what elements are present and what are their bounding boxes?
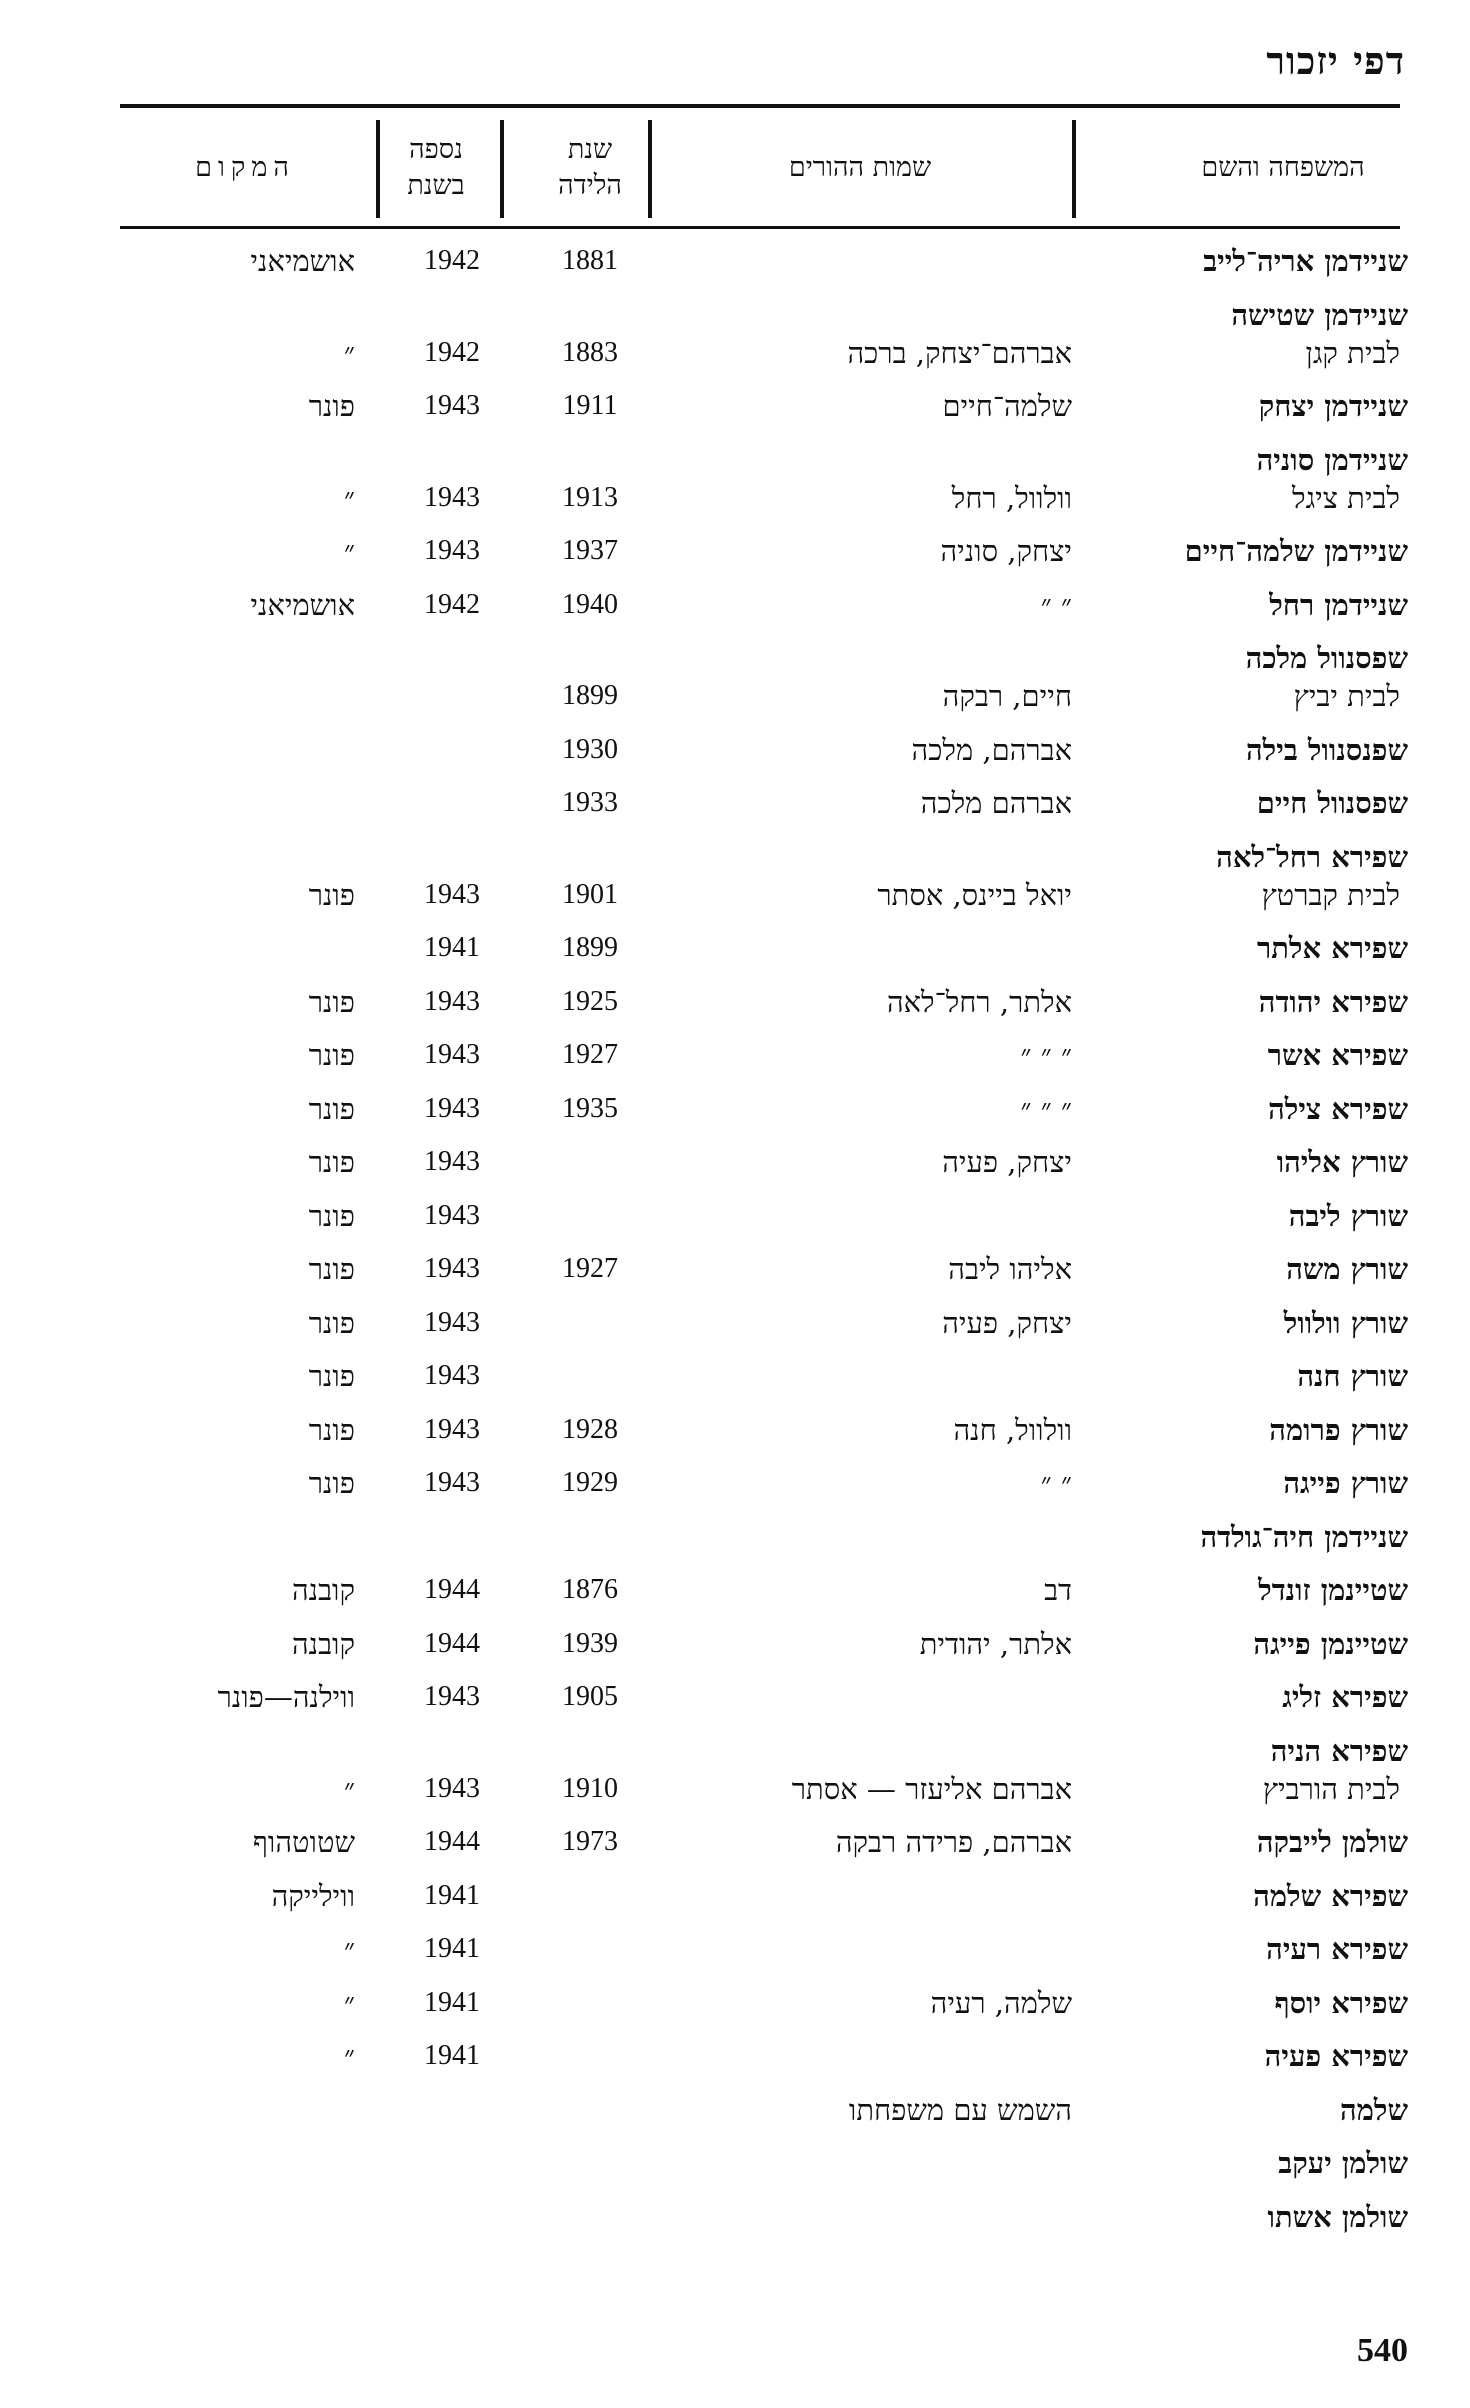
entry-name: שורץ פרומה [1269, 1412, 1408, 1447]
entry-death-year: 1943 [424, 1092, 480, 1124]
entry-death-year [408, 727, 496, 773]
entry-row [0, 780, 1470, 826]
entry-death-year: 1943 [424, 1681, 480, 1712]
header-rule [120, 226, 1400, 229]
entry-parents: אברהם, מלכה [911, 732, 1072, 767]
entry-death-year: 1944 [424, 1574, 480, 1605]
entry-birth-year: 1973 [562, 1826, 618, 1857]
entry-name: שורץ אליהו [1276, 1145, 1408, 1179]
entry-birth-year: 1881 [562, 245, 618, 276]
entry-death-year: 1943 [424, 1039, 480, 1070]
entry-row [0, 1674, 1470, 1720]
entry-name: שפירא זליג [1282, 1680, 1408, 1714]
entry-row [0, 635, 1470, 713]
entry-parents: אברהם, פרידה רבקה [835, 1825, 1072, 1859]
entry-row [0, 1353, 1470, 1399]
entry-place: פונר [308, 877, 355, 912]
entry-row [0, 1300, 1470, 1346]
entry-maiden-name: לבית יביץ [1293, 679, 1400, 713]
entry-birth-year [548, 1353, 632, 1399]
entry-name: שפירא אלתר [1257, 931, 1408, 965]
entry-place: פונר [308, 1091, 355, 1126]
entry-row [0, 1728, 1470, 1806]
entry-place: קובנה [291, 1626, 355, 1661]
entry-death-year [408, 780, 496, 826]
entry-name: שטיינמן זונדל [1258, 1573, 1408, 1607]
entry-death-year: 1941 [424, 2040, 480, 2071]
entry-death-year: 1942 [424, 588, 480, 620]
entry-death-year [408, 2194, 496, 2240]
entry-death-year: 1941 [424, 1879, 480, 1911]
entry-name: שטיינמן פייגה [1253, 1626, 1408, 1661]
header-death-year [380, 118, 492, 218]
entry-death-year: 1943 [424, 535, 480, 566]
entry-parents: אברהם מלכה [920, 786, 1072, 820]
entry-maiden-name: לבית ציגל [1292, 480, 1400, 515]
entry-death-year: 1943 [424, 1360, 480, 1391]
entry-parents: אלתר, רחל־לאה [886, 984, 1072, 1019]
entry-parents: ״ ״ [1040, 1466, 1072, 1500]
entry-parents: דב [1044, 1573, 1072, 1607]
entry-name: שפירא רחל־לאה [1216, 839, 1408, 874]
entry-name: שניידמן סוניה [1256, 442, 1408, 477]
entry-name: שולמן לייבקה [1256, 1825, 1408, 1859]
entry-birth-year: 1905 [562, 1681, 618, 1712]
entry-death-year [408, 673, 496, 719]
entry-death-year: 1943 [424, 1467, 480, 1498]
entry-death-year [408, 2087, 496, 2133]
entry-row [0, 238, 1470, 284]
entry-row [0, 1819, 1470, 1865]
entry-birth-year: 1928 [562, 1413, 618, 1445]
top-rule [120, 104, 1400, 108]
header-birth-year [540, 118, 640, 218]
entry-name: שפירא יוסף [1274, 1985, 1408, 2020]
entry-death-year: 1943 [424, 481, 480, 513]
entry-name: שפירא שלמה [1253, 1878, 1408, 1913]
entry-row [0, 2194, 1470, 2240]
header-death-line1: נספה [409, 134, 463, 165]
entry-birth-year: 1910 [562, 1772, 618, 1804]
running-title: דפי יזכור [1266, 38, 1405, 83]
entry-row [0, 1246, 1470, 1292]
entry-row [0, 1621, 1470, 1667]
entry-name: שפירא רעיה [1266, 1932, 1408, 1966]
entry-name: שניידמן שטישה [1231, 297, 1408, 332]
entry-parents: יצחק, פעיה [942, 1305, 1072, 1340]
header-death-line2: בשנת [407, 170, 465, 201]
entry-place: פונר [308, 1038, 355, 1072]
entry-row [0, 1514, 1470, 1560]
entry-birth-year: 1925 [562, 985, 618, 1017]
entry-name: שורץ ליבה [1288, 1198, 1408, 1233]
entry-name: שניידמן יצחק [1258, 389, 1408, 423]
entry-parents: ״ ״ ״ [1020, 1038, 1072, 1072]
entry-birth-year [548, 1193, 632, 1239]
entry-death-year [408, 2140, 496, 2186]
header-divider [500, 120, 504, 218]
entry-row [0, 834, 1470, 912]
entry-parents: שלמה, רעיה [930, 1985, 1072, 2020]
entry-row [0, 979, 1470, 1025]
entry-row [0, 727, 1470, 773]
entry-row [0, 1193, 1470, 1239]
entry-birth-year [548, 1873, 632, 1919]
entry-birth-year: 1939 [562, 1627, 618, 1659]
entry-row [0, 383, 1470, 429]
entry-birth-year [548, 1139, 632, 1185]
entry-place: ״ [343, 335, 355, 370]
entry-row [0, 1032, 1470, 1078]
entry-birth-year [548, 1980, 632, 2026]
entry-name: שניידמן אריה־לייב [1203, 244, 1408, 278]
entry-place: פונר [308, 1359, 355, 1393]
entry-place: ווילנה—פונר [217, 1680, 355, 1714]
entry-birth-year [548, 2087, 632, 2133]
entry-parents: חיים, רבקה [942, 679, 1072, 713]
entry-row [0, 582, 1470, 628]
entry-parents: אלתר, יהודית [919, 1626, 1072, 1661]
entry-birth-year [548, 2033, 632, 2079]
entry-birth-year: 1935 [562, 1092, 618, 1124]
entry-row [0, 528, 1470, 574]
entry-row [0, 1980, 1470, 2026]
entry-name: שורץ חנה [1297, 1359, 1408, 1393]
entry-place: ״ [343, 1771, 355, 1806]
entry-name: שפירא אשר [1267, 1038, 1408, 1072]
entry-place: פונר [308, 389, 355, 423]
entry-place: ״ [343, 1932, 355, 1966]
header-divider [1072, 120, 1076, 218]
entry-place: פונר [308, 1412, 355, 1447]
entry-place: ״ [343, 1985, 355, 2020]
entry-row [0, 2033, 1470, 2079]
entry-row [0, 1407, 1470, 1453]
entry-birth-year: 1929 [562, 1467, 618, 1498]
header-divider [648, 120, 652, 218]
header-name: המשפחה והשם [1201, 152, 1365, 183]
entry-place: פונר [308, 1305, 355, 1340]
entry-death-year: 1943 [424, 985, 480, 1017]
entry-row [0, 1460, 1470, 1506]
entry-parents: אברהם אליעזר — אסתר [791, 1771, 1072, 1806]
entry-death-year: 1941 [424, 932, 480, 963]
entry-birth-year: 1901 [562, 878, 618, 910]
entry-birth-year [548, 2140, 632, 2186]
entry-birth-year: 1911 [562, 390, 618, 421]
entry-row [0, 1926, 1470, 1972]
entry-death-year: 1942 [424, 245, 480, 276]
entry-parents: שלמה־חיים [942, 389, 1072, 423]
entry-name: שולמן יעקב [1278, 2146, 1408, 2180]
entry-name: שפירא יהודה [1258, 984, 1408, 1019]
entry-name: שניידמן חיה־גולדה [1200, 1519, 1408, 1554]
entry-place: ״ [343, 2039, 355, 2073]
entry-birth-year: 1927 [562, 1039, 618, 1070]
entry-death-year: 1943 [424, 1146, 480, 1177]
entry-place: פונר [308, 1145, 355, 1179]
entry-row [0, 925, 1470, 971]
entry-name: שפסנוול מלכה [1245, 641, 1408, 675]
entry-place: שטוטהוף [252, 1825, 355, 1859]
entry-death-year: 1941 [424, 1986, 480, 2018]
entry-name: שורץ פייגה [1283, 1466, 1408, 1500]
entry-place: ״ [343, 480, 355, 515]
entry-place: פונר [308, 1198, 355, 1233]
entry-name: שורץ משה [1286, 1252, 1408, 1286]
entry-place: פונר [308, 1252, 355, 1286]
entry-place: פונר [308, 984, 355, 1019]
entry-death-year: 1941 [424, 1933, 480, 1964]
entry-maiden-name: לבית הורביץ [1262, 1771, 1400, 1806]
entry-birth-year: 1913 [562, 481, 618, 513]
entry-name: שורץ וולוול [1283, 1305, 1408, 1340]
entry-name: שפירא הניה [1270, 1733, 1408, 1768]
entry-place: אושמיאני [250, 244, 355, 278]
entry-place: פונר [308, 1466, 355, 1500]
entry-row [0, 1567, 1470, 1613]
entry-parents: ״ ״ ״ [1020, 1091, 1072, 1126]
entry-maiden-name: לבית קברטץ [1261, 877, 1400, 912]
entry-death-year: 1943 [424, 878, 480, 910]
entry-death-year: 1943 [424, 1413, 480, 1445]
entry-birth-year [548, 1300, 632, 1346]
entry-birth-year: 1933 [562, 787, 618, 818]
entry-birth-year: 1940 [562, 588, 618, 620]
entry-death-year: 1943 [424, 1306, 480, 1338]
entry-name: שלמה [1340, 2092, 1408, 2127]
header-parents: שמות ההורים [788, 152, 932, 183]
page-number: 540 [1357, 2332, 1408, 2369]
entry-parents: יצחק, סוניה [940, 534, 1072, 568]
entry-death-year: 1943 [424, 1772, 480, 1804]
entry-death-year: 1942 [424, 336, 480, 368]
entry-birth-year: 1927 [562, 1253, 618, 1284]
entry-parents: וולוול, חנה [953, 1412, 1072, 1447]
entry-birth-year [548, 1926, 632, 1972]
entry-death-year: 1944 [424, 1826, 480, 1857]
header-birth-line2: הלידה [558, 170, 622, 201]
entry-birth-year [548, 2194, 632, 2240]
entry-maiden-name: לבית קגן [1305, 335, 1400, 370]
entry-row [0, 1086, 1470, 1132]
entry-name: שניידמן רחל [1269, 587, 1408, 622]
entry-parents: יואל ביינס, אסתר [877, 877, 1072, 912]
header-place: המקום [195, 152, 295, 183]
entry-parents: וולוול, רחל [951, 480, 1072, 515]
entry-birth-year: 1899 [562, 680, 618, 711]
entry-name: שולמן אשתו [1267, 2199, 1408, 2234]
entry-parents: אברהם־יצחק, ברכה [847, 335, 1072, 370]
entry-name: שפסנוול חיים [1256, 786, 1408, 820]
entry-name: שפנסנוול בילה [1246, 732, 1408, 767]
entry-death-year: 1943 [424, 1253, 480, 1284]
entry-birth-year: 1899 [562, 932, 618, 963]
entry-place: ״ [343, 534, 355, 568]
entry-row [0, 1139, 1470, 1185]
header-birth-line1: שנת [567, 134, 613, 165]
entry-death-year [408, 1514, 496, 1560]
entry-place: אושמיאני [250, 587, 355, 622]
entry-name: שניידמן שלמה־חיים [1184, 534, 1408, 568]
entry-parents: השמש עם משפחתו [848, 2092, 1072, 2127]
entry-row [0, 2140, 1470, 2186]
entry-row [0, 1873, 1470, 1919]
entry-death-year: 1943 [424, 1199, 480, 1231]
entry-parents: ״ ״ [1040, 587, 1072, 622]
entry-death-year: 1943 [424, 390, 480, 421]
entry-place: ווילייקה [271, 1878, 355, 1913]
entry-birth-year: 1937 [562, 535, 618, 566]
entry-death-year: 1944 [424, 1627, 480, 1659]
entry-name: שפירא צילה [1268, 1091, 1408, 1126]
entry-name: שפירא פעיה [1264, 2039, 1408, 2073]
entry-place: קובנה [291, 1573, 355, 1607]
entry-row [0, 437, 1470, 515]
entry-birth-year [548, 1514, 632, 1560]
entry-parents: יצחק, פעיה [942, 1145, 1072, 1179]
header-divider [376, 120, 380, 218]
entry-row [0, 2087, 1470, 2133]
entry-birth-year: 1883 [562, 336, 618, 368]
entry-parents: אליהו ליבה [948, 1252, 1072, 1286]
entry-birth-year: 1930 [562, 733, 618, 765]
entry-birth-year: 1876 [562, 1574, 618, 1605]
entry-row [0, 292, 1470, 370]
